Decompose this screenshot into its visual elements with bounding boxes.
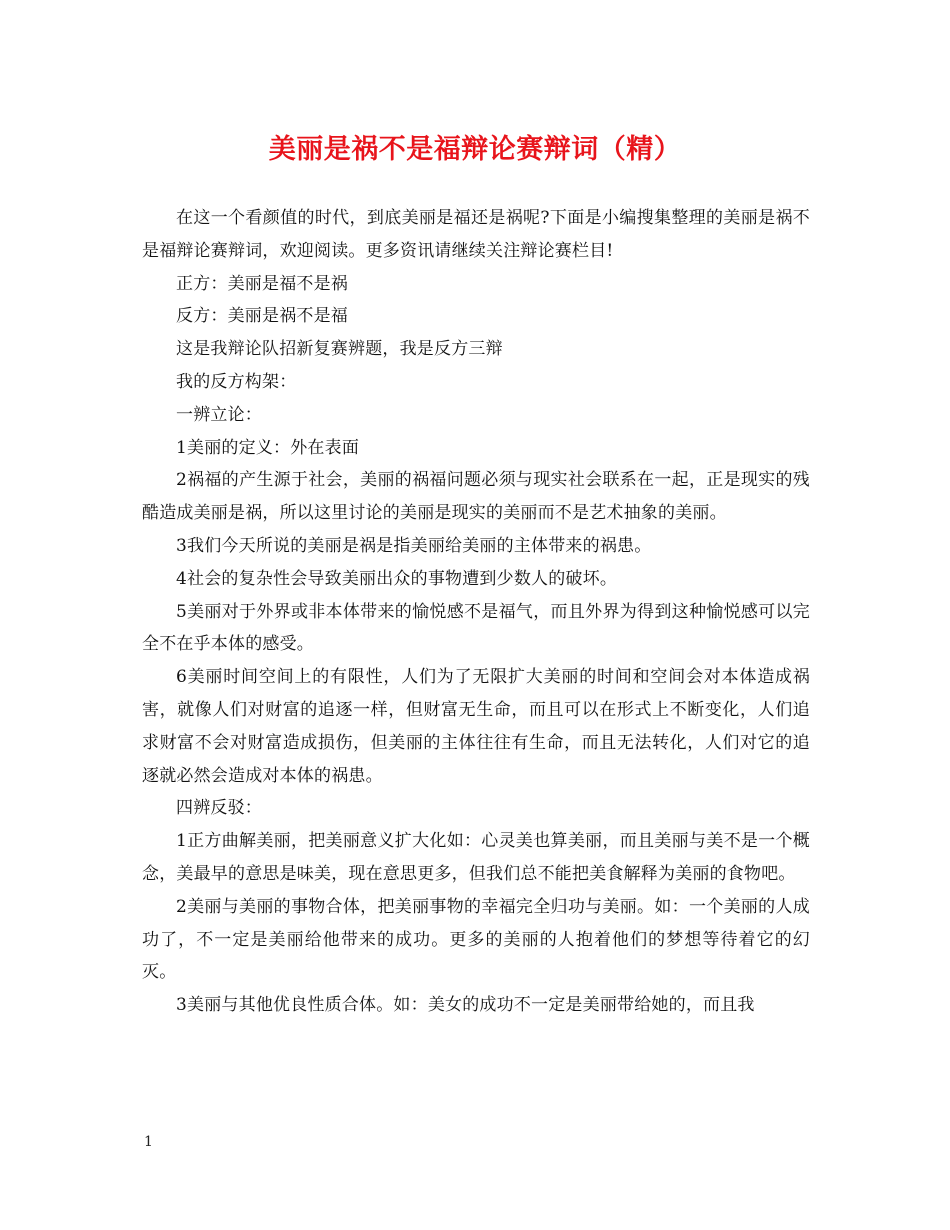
paragraph: 1正方曲解美丽，把美丽意义扩大化如：心灵美也算美丽，而且美丽与美不是一个概念，美最早的意思是味美，现在意思更多，但我们总不能把美食解释为美丽的食物吧。: [142, 831, 810, 884]
paragraph: 3我们今天所说的美丽是祸是指美丽给美丽的主体带来的祸患。: [176, 535, 652, 556]
paragraph: 3美丽与其他优良性质合体。如：美女的成功不一定是美丽带给她的，而且我: [176, 995, 755, 1016]
paragraph: 2祸福的产生源于社会，美丽的祸福问题必须与现实社会联系在一起，正是现实的残酷造成美丽是祸，所以这里讨论的美丽是现实的美丽而不是艺术抽象的美丽。: [142, 470, 810, 524]
paragraph: 在这一个看颜值的时代，到底美丽是福还是祸呢?下面是小编搜集整理的美丽是祸不是福辩论赛辩词，欢迎阅读。更多资讯请继续关注辩论赛栏目!: [142, 208, 810, 261]
paragraph: 5美丽对于外界或非本体带来的愉悦感不是福气，而且外界为得到这种愉悦感可以完全不在乎本体的感受。: [142, 601, 810, 655]
page-number: 1: [144, 1134, 153, 1150]
paragraph: 4社会的复杂性会导致美丽出众的事物遭到少数人的破坏。: [176, 568, 618, 589]
paragraph: 正方：美丽是福不是祸: [176, 273, 348, 294]
paragraph: 这是我辩论队招新复赛辨题，我是反方三辩: [176, 339, 503, 360]
paragraph: 1美丽的定义：外在表面: [176, 437, 360, 458]
paragraph: 我的反方构架：: [176, 371, 297, 392]
paragraph: 四辨反驳：: [176, 798, 262, 819]
paragraph: 一辨立论：: [176, 404, 262, 425]
paragraph: 6美丽时间空间上的有限性，人们为了无限扩大美丽的时间和空间会对本体造成祸害，就像人们对财富的追逐一样，但财富无生命，而且可以在形式上不断变化，人们追求财富不会对财富造成损伤，但美丽的主体往往有生命，而且无法转化，人们对它的追逐就必然会造成对本体的祸患。: [142, 667, 810, 786]
paragraph: 2美丽与美丽的事物合体，把美丽事物的幸福完全归功与美丽。如：一个美丽的人成功了，不一定是美丽给他带来的成功。更多的美丽的人抱着他们的梦想等待着它的幻灭。: [142, 896, 810, 983]
document-title: 美丽是祸不是福辩论赛辩词（精）: [268, 134, 682, 165]
paragraph: 反方：美丽是祸不是福: [176, 306, 348, 327]
document-body: [142, 202, 810, 1022]
